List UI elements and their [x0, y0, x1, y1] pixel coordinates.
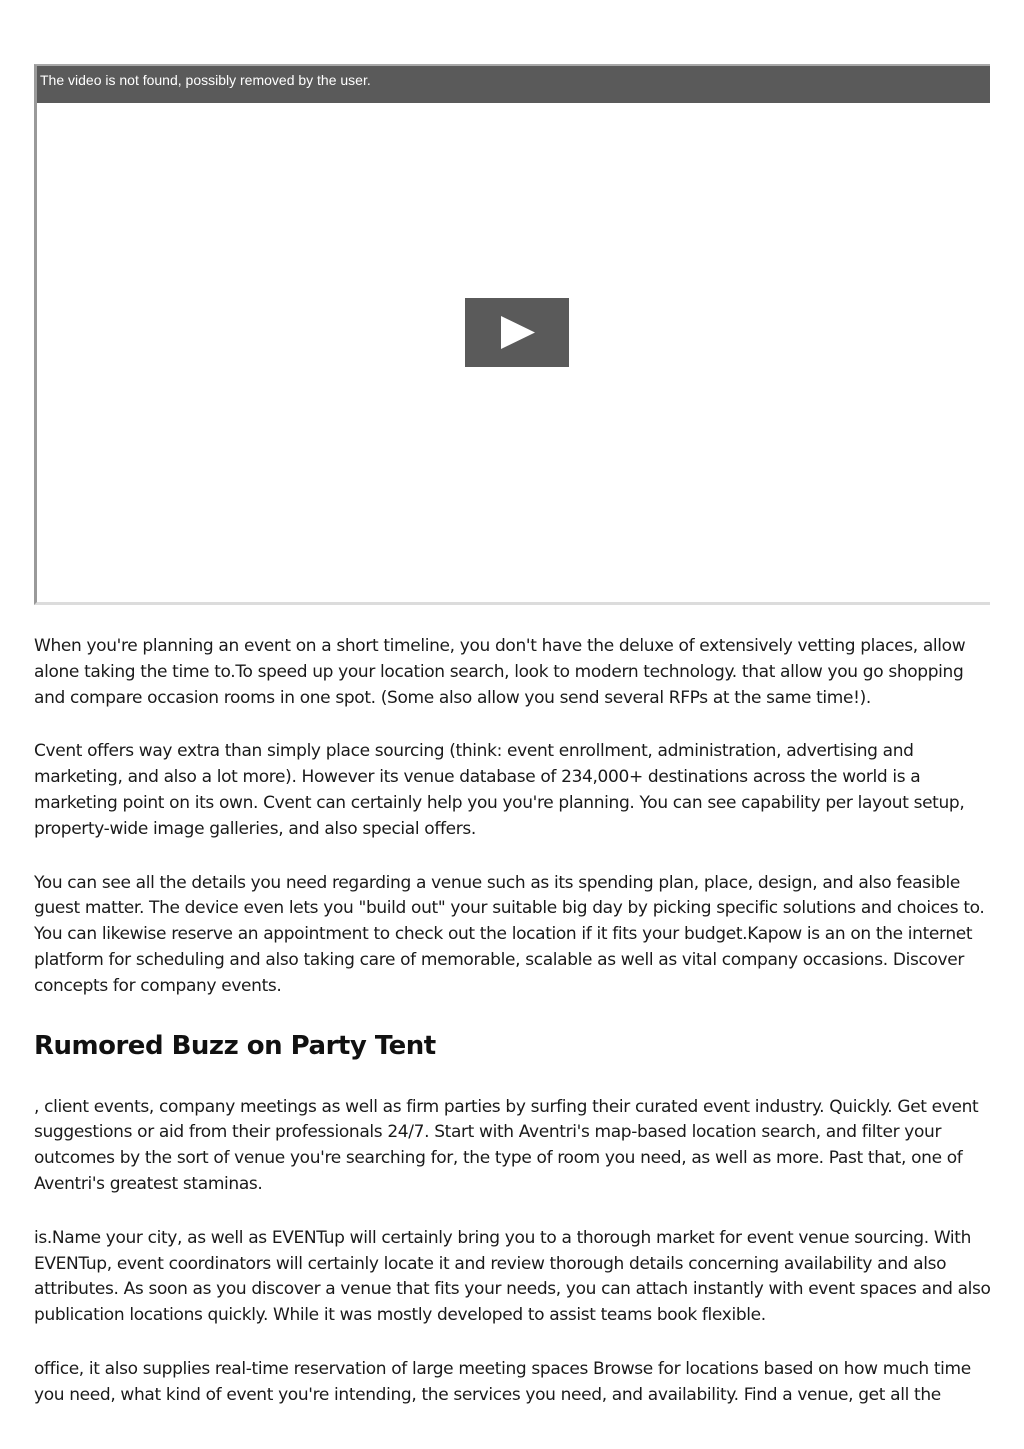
section-heading: Rumored Buzz on Party Tent — [34, 1030, 436, 1061]
paragraph: When you're planning an event on a short timeline, you don't have the deluxe of extensively vetting places, allow alone taking the time to.To speed up your location search, look to modern technology. that allow you go shopping and compare occasion rooms in one spot. (Some also allow you send several RFPs at the same time!). — [34, 636, 966, 708]
play-button[interactable] — [465, 298, 569, 367]
paragraph: is.Name your city, as well as EVENTup will certainly bring you to a thorough market for event venue sourcing. With EVENTup, event coordinators will certainly locate it and review thorough details concerning availability and also attributes. As soon as you discover a venue that fits your needs, you can attach instantly with event spaces and also publication locations quickly. While it was mostly developed to assist teams book flexible. — [34, 1227, 991, 1326]
video-error-message: The video is not found, possibly removed by the user. — [40, 72, 371, 88]
video-error-bar — [37, 66, 990, 103]
video-embed[interactable] — [34, 64, 990, 605]
paragraph: You can see all the details you need regarding a venue such as its spending plan, place, design, and also feasible guest matter. The device even lets you "build out" your suitable big day by picking specific solutions and choices to. You can likewise reserve an appointment to check out the location if it fits your budget.Kapow is an on the internet platform for scheduling and also taking care of memorable, scalable as well as vital company occasions. Discover concepts for company events. — [34, 872, 985, 996]
paragraph: office, it also supplies real-time reservation of large meeting spaces Browse for locations based on how much time you need, what kind of event you're intending, the services you need, and availability. Find a venue, get all the — [34, 1358, 971, 1405]
paragraph: Cvent offers way extra than simply place sourcing (think: event enrollment, administration, advertising and marketing, and also a lot more). However its venue database of 234,000+ destinations across the world is a marketing point on its own. Cvent can certainly help you you're planning. You can see capability per layout setup, property-wide image galleries, and also special offers. — [34, 741, 965, 839]
article-body — [34, 634, 994, 1437]
play-icon — [465, 298, 569, 367]
paragraph: , client events, company meetings as well as firm parties by surfing their curated event industry. Quickly. Get event suggestions or aid from their professionals 24/7. Start with Aventri's map-based location search, and filter your outcomes by the sort of venue you're searching for, the type of room you need, as well as more. Past that, one of Aventri's greatest staminas. — [34, 1096, 979, 1194]
